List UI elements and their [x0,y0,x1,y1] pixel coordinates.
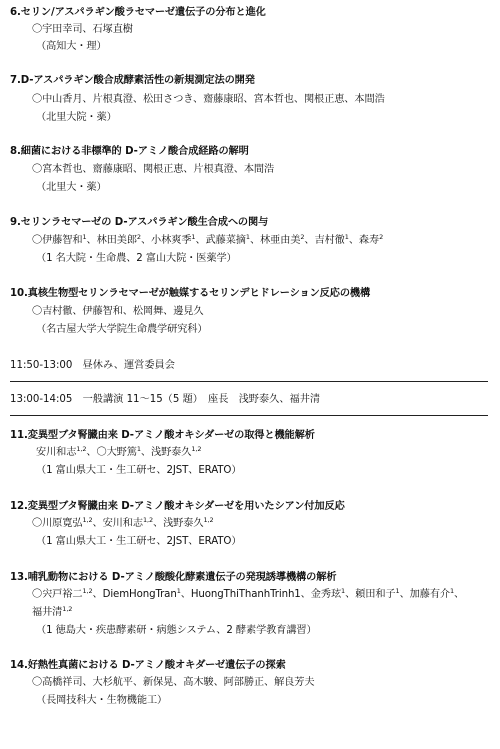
entry-authors: 〇宮本哲也、齋藤康昭、関根正恵、片根真澄、本間浩 [32,164,275,175]
entry-affiliation: （長岡技科大・生物機能工） [36,695,168,706]
session-header: 13:00-14:05 一般講演 11～15（5 題） 座長 浅野泰久、福井清 [10,394,321,405]
entry-title: 11.変異型ブタ腎臓由来 D-アミノ酸オキシダーゼの取得と機能解析 [10,430,315,441]
entry-affiliation: （北里大院・薬） [36,112,117,123]
entry-authors: 〇高橋祥司、大杉航平、新保晃、高木駿、阿部勝正、解良芳夫 [32,677,315,688]
abstract-entry-11 [10,429,492,477]
abstract-entry-9 [10,216,492,264]
entry-affiliation: （1 名大院・生命農、2 富山大院・医薬学） [36,253,237,264]
abstract-entry-14 [10,659,492,707]
entry-title: 8.細菌における非標準的 D-アミノ酸合成経路の解明 [10,146,249,157]
entry-title: 13.哺乳動物における D-アミノ酸酸化酵素遺伝子の発現誘導機構の解析 [10,572,337,583]
abstract-entry-6 [10,6,492,54]
entry-affiliation: （名古屋大学大学院生命農学研究科） [36,324,208,335]
entry-authors-continued: 福井清$^{1,2}$ [32,605,73,618]
entry-affiliation: （1 富山県大工・生工研セ、2JST、ERATO） [36,465,242,476]
abstract-entry-13 [10,571,492,637]
entry-affiliation: （北里大・薬） [36,182,107,193]
entry-title: 6.セリン/アスパラギン酸ラセマーゼ遺伝子の分布と進化 [10,7,266,18]
abstract-entry-10 [10,287,492,335]
entry-affiliation: （高知大・理） [36,41,107,52]
entry-authors: 〇吉村徹、伊藤智和、松岡舞、邊見久 [32,306,204,317]
entry-title: 14.好熱性真菌における D-アミノ酸オキダーゼ遺伝子の探索 [10,660,286,671]
entry-affiliation: （1 徳島大・疾患酵素研・病態システム、2 酵素学教育講習） [36,625,317,636]
entry-affiliation: （1 富山県大工・生工研セ、2JST、ERATO） [36,536,242,547]
entry-authors: 〇宇田幸司、石塚直樹 [32,24,133,35]
entry-authors: 〇伊藤智和$^1$、林田美郎$^2$、小林爽季$^1$、武藤菜摘$^1$、林亜由美$^2$、吉村徹$^1$、森寿$^2$ [32,233,384,246]
entry-authors: 〇宍戸裕二$^{1,2}$、DiemHongTran$^1$、HuongThiThanhTrinh1、金秀玹$^1$、頼田和子$^1$、加藤有介$^1$、 [32,587,465,600]
entry-title: 9.セリンラセマーゼの D-アスパラギン酸生合成への関与 [10,217,269,228]
abstract-entry-8 [10,145,492,193]
abstract-entry-7 [10,74,492,122]
abstract-entry-12 [10,500,492,548]
entry-authors: 安川和志$^{1,2}$、〇大野篤$^1$、浅野泰久$^{1,2}$ [36,445,202,458]
section-divider [10,381,488,382]
section-divider [10,415,488,416]
entry-authors: 〇中山香月、片根真澄、松田さつき、齋藤康昭、宮本哲也、関根正恵、本間浩 [32,94,385,105]
entry-title: 12.変異型ブタ腎臓由来 D-アミノ酸オキシダーゼを用いたシアン付加反応 [10,501,345,512]
entry-title: 10.真核生物型セリンラセマーゼが触媒するセリンデヒドレーション反応の機構 [10,288,371,299]
entry-authors: 〇川原寛弘$^{1,2}$、安川和志$^{1,2}$、浅野泰久$^{1,2}$ [32,516,214,529]
entry-title: 7.D-アスパラギン酸合成酵素活性の新規測定法の開発 [10,75,255,86]
lunch-break-line: 11:50-13:00 昼休み、運営委員会 [10,360,175,371]
